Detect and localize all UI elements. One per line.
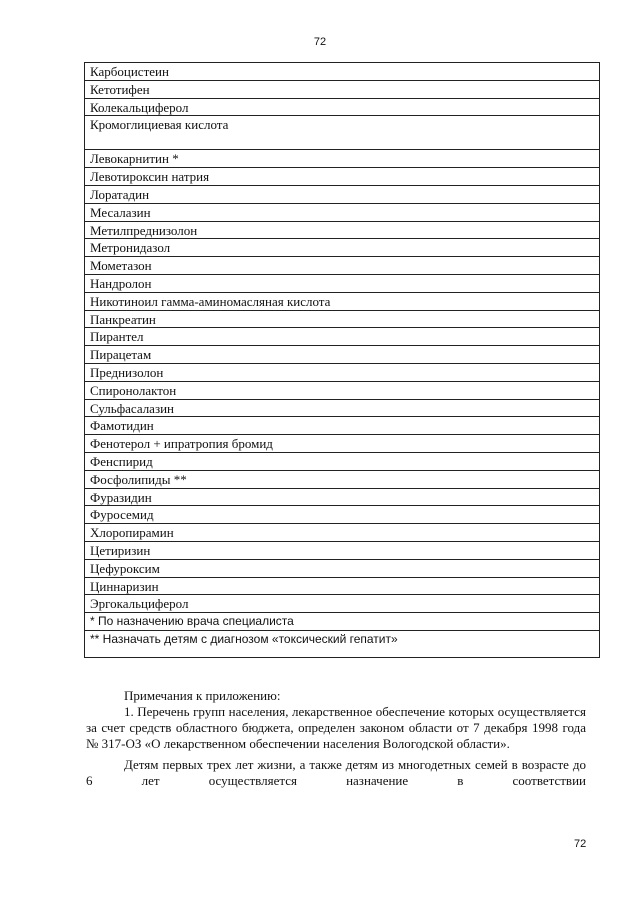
table-row: Колекальциферол [85, 99, 599, 117]
table-row: Пирантел [85, 328, 599, 346]
table-row: Фуразидин [85, 489, 599, 507]
table-row: Преднизолон [85, 364, 599, 382]
table-row: Никотиноил гамма-аминомасляная кислота [85, 293, 599, 311]
table-row: Хлоропирамин [85, 524, 599, 542]
footnote-row: * По назначению врача специалиста [85, 613, 599, 631]
table-row: Сульфасалазин [85, 400, 599, 418]
table-row: Метронидазол [85, 239, 599, 257]
table-row: Цетиризин [85, 542, 599, 560]
table-row: Эргокальциферол [85, 595, 599, 613]
table-row: Нандролон [85, 275, 599, 293]
table-row: Метилпреднизолон [85, 222, 599, 240]
table-row: Фамотидин [85, 417, 599, 435]
table-row: Фенотерол + ипратропия бромид [85, 435, 599, 453]
table-row: Циннаризин [85, 578, 599, 596]
table-row: Левотироксин натрия [85, 168, 599, 186]
table-row: Фуросемид [85, 506, 599, 524]
notes-paragraph-1: 1. Перечень групп населения, лекарственное обеспечение которых осуществляется за счет средств областного бюджета, определен законом области от 7 декабря 1998 года № 317-ОЗ «О лекарственном обеспечении населения Вологодской области». [86, 704, 586, 751]
table-row: Фенспирид [85, 453, 599, 471]
table-row: Карбоцистеин [85, 63, 599, 81]
notes-title: Примечания к приложению: [124, 688, 281, 703]
table-row: Спиронолактон [85, 382, 599, 400]
footnote-row: ** Назначать детям с диагнозом «токсический гепатит» [85, 631, 599, 658]
table-row: Панкреатин [85, 311, 599, 329]
table-row: Кромоглициевая кислота [85, 116, 599, 150]
table-row: Мометазон [85, 257, 599, 275]
table-row: Фосфолипиды ** [85, 471, 599, 489]
drug-table [84, 62, 600, 658]
table-row: Кетотифен [85, 81, 599, 99]
page-number-bottom: 72 [574, 838, 587, 850]
table-row: Лоратадин [85, 186, 599, 204]
table-row: Пирацетам [85, 346, 599, 364]
notes-paragraph-2: Детям первых трех лет жизни, а также детям из многодетных семей в возрасте до 6 лет осуществляется назначение в соответствии [86, 757, 586, 788]
table-row: Цефуроксим [85, 560, 599, 578]
page-number-top: 72 [313, 36, 327, 48]
table-row: Левокарнитин * [85, 150, 599, 168]
table-row: Месалазин [85, 204, 599, 222]
notes-section [86, 688, 586, 789]
